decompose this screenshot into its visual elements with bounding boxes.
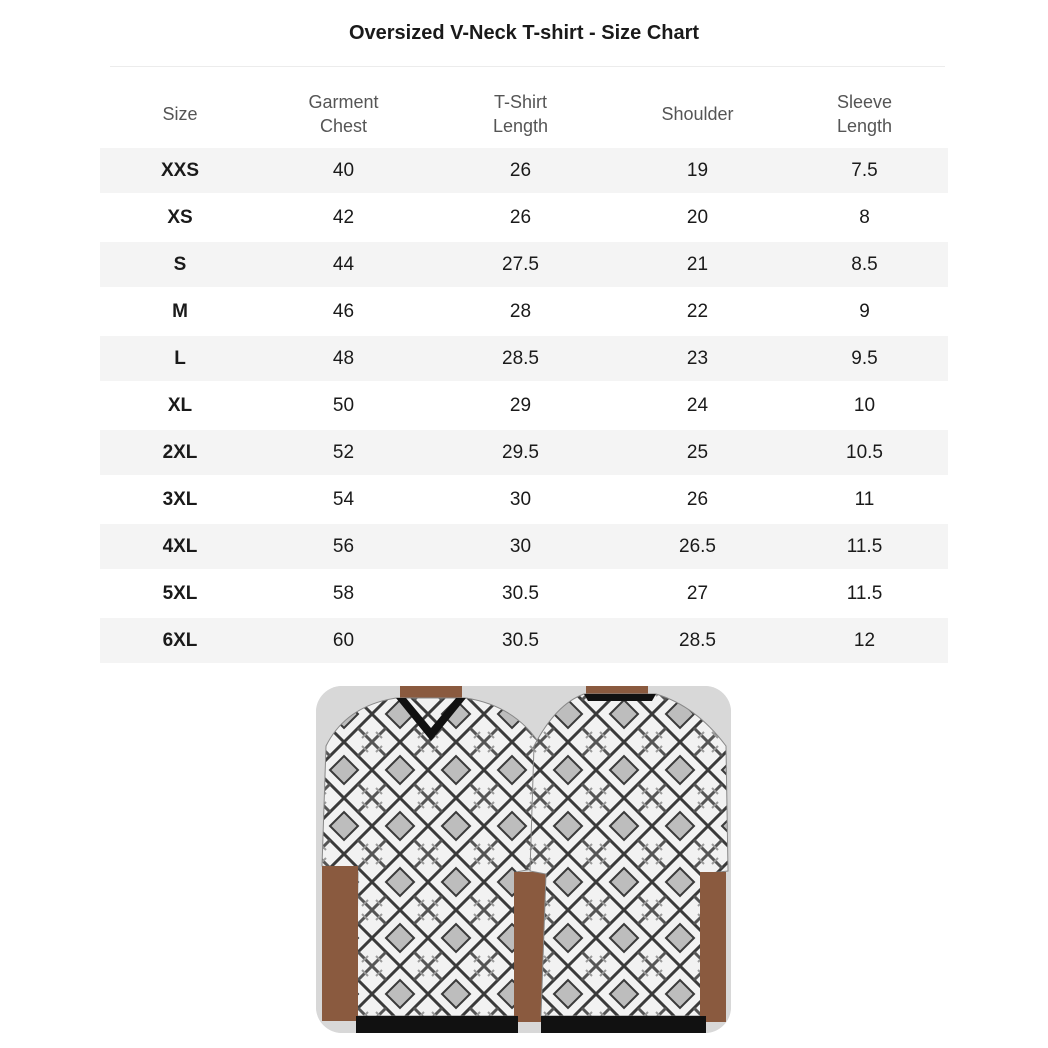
length-cell: 29.5 [502, 441, 539, 463]
shoulder-cell: 26 [686, 488, 709, 510]
sleeve-cell: 8.5 [851, 253, 878, 275]
table-row [100, 524, 948, 569]
length-cell: 30 [509, 535, 532, 557]
header-size: Size [162, 104, 198, 124]
chest-cell: 54 [332, 488, 355, 510]
table-row [100, 430, 948, 475]
sleeve-cell: 11.5 [846, 535, 883, 557]
length-cell: 26 [509, 206, 532, 228]
header-tshirt-length: T-Shirt Length [492, 92, 549, 136]
shoulder-cell: 19 [686, 159, 709, 181]
chest-cell: 56 [332, 535, 355, 557]
length-cell: 30.5 [502, 629, 539, 651]
size-cell: XS [167, 206, 193, 228]
header-shoulder: Shoulder [661, 104, 734, 124]
table-row [100, 477, 948, 522]
table-row [100, 571, 948, 616]
sleeve-cell: 10.5 [846, 441, 883, 463]
chest-cell: 52 [332, 441, 355, 463]
shoulder-cell: 23 [686, 347, 709, 369]
sleeve-cell: 10 [853, 394, 876, 416]
sleeve-cell: 8 [859, 206, 870, 228]
size-chart-table [100, 80, 948, 665]
sleeve-cell: 9 [859, 300, 870, 322]
shoulder-cell: 24 [686, 394, 709, 416]
chest-cell: 40 [332, 159, 355, 181]
chest-cell: 46 [332, 300, 355, 322]
table-header-row [100, 80, 948, 148]
header-sleeve-length: Sleeve Length [836, 92, 893, 136]
size-cell: XXS [160, 159, 200, 181]
length-cell: 28 [509, 300, 532, 322]
chest-cell: 44 [332, 253, 355, 275]
table-row [100, 242, 948, 287]
length-cell: 28.5 [502, 347, 539, 369]
header-garment-chest: Garment Chest [308, 92, 379, 136]
table-row [100, 383, 948, 428]
title-divider [110, 66, 945, 67]
length-cell: 27.5 [502, 253, 539, 275]
size-cell: 6XL [162, 629, 198, 651]
table-row [100, 618, 948, 663]
shoulder-cell: 21 [686, 253, 709, 275]
shoulder-cell: 25 [686, 441, 709, 463]
length-cell: 30.5 [502, 582, 539, 604]
table-row [100, 336, 948, 381]
page-title: Oversized V-Neck T-shirt - Size Chart [348, 22, 700, 44]
size-cell: 3XL [162, 488, 198, 510]
shoulder-cell: 20 [686, 206, 709, 228]
chest-cell: 42 [332, 206, 355, 228]
chest-cell: 50 [332, 394, 355, 416]
length-cell: 30 [509, 488, 532, 510]
sleeve-cell: 12 [853, 629, 876, 651]
table-row [100, 195, 948, 240]
shoulder-cell: 22 [686, 300, 709, 322]
length-cell: 26 [509, 159, 532, 181]
shoulder-cell: 27 [686, 582, 709, 604]
sleeve-cell: 11 [854, 488, 875, 510]
chest-cell: 48 [332, 347, 355, 369]
shoulder-cell: 26.5 [679, 535, 716, 557]
chest-cell: 58 [332, 582, 355, 604]
sleeve-cell: 7.5 [851, 159, 878, 181]
size-cell: L [174, 347, 186, 369]
length-cell: 29 [509, 394, 532, 416]
size-cell: S [173, 253, 187, 275]
size-cell: M [172, 300, 188, 322]
chest-cell: 60 [332, 629, 355, 651]
size-cell: 2XL [162, 441, 198, 463]
table-row [100, 148, 948, 193]
size-cell: XL [167, 394, 193, 416]
tshirt-model-photo [316, 686, 731, 1033]
table-body [100, 148, 948, 663]
size-cell: 4XL [162, 535, 198, 557]
table-row [100, 289, 948, 334]
sleeve-cell: 9.5 [851, 347, 878, 369]
size-cell: 5XL [162, 582, 198, 604]
shoulder-cell: 28.5 [679, 629, 716, 651]
sleeve-cell: 11.5 [846, 582, 883, 604]
